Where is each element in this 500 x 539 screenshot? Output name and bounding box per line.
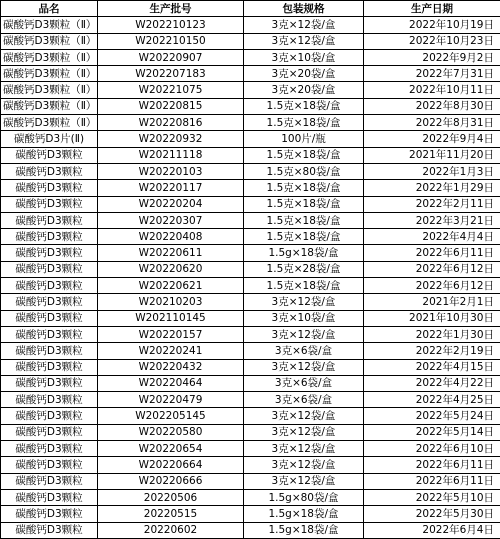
table-row [1,424,500,440]
cell-batch-number: 20220602 [98,522,244,538]
cell-batch-number: W20220464 [98,375,244,391]
cell-batch-number: W202205145 [98,408,244,424]
cell-product-name: 碳酸钙D3颗粒 [1,245,98,261]
cell-production-date: 2022年4月15日 [364,359,500,375]
table-row [1,457,500,473]
table-row [1,473,500,489]
cell-package-spec: 1.5g×18袋/盒 [244,245,364,261]
cell-product-name: 碳酸钙D3颗粒 [1,180,98,196]
cell-batch-number: W20210203 [98,294,244,310]
cell-production-date: 2022年9月2日 [364,49,500,65]
cell-package-spec: 3克×12袋/盒 [244,359,364,375]
cell-production-date: 2022年6月12日 [364,278,500,294]
cell-production-date: 2021年11月20日 [364,147,500,163]
table-row [1,441,500,457]
cell-product-name: 碳酸钙D3颗粒 [1,343,98,359]
table-row [1,506,500,522]
cell-batch-number: W20221075 [98,82,244,98]
cell-product-name: 碳酸钙D3颗粒 [1,294,98,310]
cell-production-date: 2022年5月14日 [364,424,500,440]
cell-production-date: 2022年1月29日 [364,180,500,196]
cell-batch-number: W20220307 [98,212,244,228]
cell-batch-number: W202210150 [98,33,244,49]
cell-production-date: 2021年2月1日 [364,294,500,310]
cell-production-date: 2022年1月30日 [364,326,500,342]
cell-product-name: 碳酸钙D3颗粒（Ⅱ） [1,17,98,33]
cell-product-name: 碳酸钙D3颗粒 [1,473,98,489]
cell-package-spec: 3克×12袋/盒 [244,294,364,310]
cell-production-date: 2022年4月25日 [364,392,500,408]
cell-batch-number: W20220664 [98,457,244,473]
cell-production-date: 2022年7月31日 [364,66,500,82]
cell-product-name: 碳酸钙D3颗粒 [1,359,98,375]
table-row [1,326,500,342]
cell-product-name: 碳酸钙D3颗粒（Ⅱ） [1,115,98,131]
cell-package-spec: 3克×6袋/盒 [244,375,364,391]
cell-production-date: 2022年2月11日 [364,196,500,212]
table-row [1,66,500,82]
cell-batch-number: W20220117 [98,180,244,196]
cell-product-name: 碳酸钙D3颗粒（Ⅱ） [1,33,98,49]
header-row [1,1,500,17]
cell-package-spec: 3克×10袋/盒 [244,310,364,326]
cell-batch-number: 20220515 [98,506,244,522]
cell-production-date: 2022年10月23日 [364,33,500,49]
cell-product-name: 碳酸钙D3颗粒 [1,229,98,245]
table-row [1,359,500,375]
cell-production-date: 2022年5月30日 [364,506,500,522]
cell-package-spec: 3克×20袋/盒 [244,82,364,98]
cell-package-spec: 3克×12袋/盒 [244,457,364,473]
cell-production-date: 2022年3月21日 [364,212,500,228]
cell-package-spec: 3克×12袋/盒 [244,473,364,489]
cell-production-date: 2022年10月19日 [364,17,500,33]
cell-package-spec: 1.5g×18袋/盒 [244,522,364,538]
cell-batch-number: W20220611 [98,245,244,261]
cell-batch-number: 20220506 [98,489,244,505]
header-batch-number: 生产批号 [98,1,244,17]
table-row [1,180,500,196]
cell-batch-number: W202210123 [98,17,244,33]
cell-batch-number: W20220932 [98,131,244,147]
table-row [1,408,500,424]
cell-product-name: 碳酸钙D3颗粒 [1,424,98,440]
cell-batch-number: W20220103 [98,163,244,179]
cell-batch-number: W20220157 [98,326,244,342]
cell-batch-number: W202207183 [98,66,244,82]
table-row [1,375,500,391]
table-row [1,17,500,33]
cell-production-date: 2022年4月4日 [364,229,500,245]
table-row [1,147,500,163]
cell-package-spec: 3克×20袋/盒 [244,66,364,82]
cell-product-name: 碳酸钙D3颗粒 [1,522,98,538]
cell-batch-number: W20220620 [98,261,244,277]
cell-package-spec: 1.5克×18袋/盒 [244,278,364,294]
cell-batch-number: W20220907 [98,49,244,65]
table-row [1,245,500,261]
table-row [1,278,500,294]
cell-batch-number: W20220621 [98,278,244,294]
cell-product-name: 碳酸钙D3颗粒（Ⅱ） [1,66,98,82]
cell-production-date: 2022年8月31日 [364,115,500,131]
cell-package-spec: 3克×12袋/盒 [244,17,364,33]
table-row [1,49,500,65]
cell-production-date: 2022年6月4日 [364,522,500,538]
table-row [1,82,500,98]
table-row [1,33,500,49]
cell-package-spec: 1.5克×18袋/盒 [244,212,364,228]
cell-product-name: 碳酸钙D3颗粒 [1,261,98,277]
cell-production-date: 2022年2月19日 [364,343,500,359]
cell-package-spec: 1.5克×80袋/盒 [244,163,364,179]
cell-product-name: 碳酸钙D3颗粒 [1,278,98,294]
cell-package-spec: 1.5克×18袋/盒 [244,180,364,196]
table-row [1,229,500,245]
cell-package-spec: 100片/瓶 [244,131,364,147]
cell-batch-number: W20220408 [98,229,244,245]
cell-product-name: 碳酸钙D3颗粒 [1,441,98,457]
cell-package-spec: 3克×12袋/盒 [244,424,364,440]
cell-product-name: 碳酸钙D3颗粒（Ⅱ） [1,98,98,114]
cell-package-spec: 1.5克×18袋/盒 [244,115,364,131]
cell-production-date: 2022年8月30日 [364,98,500,114]
cell-production-date: 2022年5月10日 [364,489,500,505]
cell-product-name: 碳酸钙D3颗粒 [1,147,98,163]
table-row [1,196,500,212]
table-row [1,163,500,179]
cell-package-spec: 3克×6袋/盒 [244,392,364,408]
cell-package-spec: 3克×12袋/盒 [244,408,364,424]
cell-production-date: 2022年10月11日 [364,82,500,98]
cell-batch-number: W20220666 [98,473,244,489]
cell-batch-number: W202110145 [98,310,244,326]
cell-product-name: 碳酸钙D3颗粒 [1,196,98,212]
table-row [1,261,500,277]
table-row [1,522,500,538]
cell-product-name: 碳酸钙D3颗粒（Ⅱ） [1,49,98,65]
cell-product-name: 碳酸钙D3颗粒（Ⅱ） [1,82,98,98]
table-row [1,294,500,310]
cell-package-spec: 1.5克×18袋/盒 [244,147,364,163]
header-product-name: 品名 [1,1,98,17]
cell-product-name: 碳酸钙D3片(Ⅱ) [1,131,98,147]
cell-batch-number: W20220580 [98,424,244,440]
cell-product-name: 碳酸钙D3颗粒 [1,408,98,424]
table-row [1,343,500,359]
table-row [1,489,500,505]
cell-product-name: 碳酸钙D3颗粒 [1,310,98,326]
cell-package-spec: 3克×6袋/盒 [244,343,364,359]
cell-production-date: 2022年6月11日 [364,457,500,473]
cell-batch-number: W20220241 [98,343,244,359]
cell-production-date: 2022年6月12日 [364,261,500,277]
cell-production-date: 2021年10月30日 [364,310,500,326]
cell-production-date: 2022年6月11日 [364,473,500,489]
cell-product-name: 碳酸钙D3颗粒 [1,375,98,391]
cell-batch-number: W20220204 [98,196,244,212]
cell-production-date: 2022年4月22日 [364,375,500,391]
cell-batch-number: W20220432 [98,359,244,375]
table-body [1,17,500,539]
cell-batch-number: W20211118 [98,147,244,163]
cell-production-date: 2022年9月4日 [364,131,500,147]
table-row [1,212,500,228]
cell-product-name: 碳酸钙D3颗粒 [1,392,98,408]
cell-batch-number: W20220654 [98,441,244,457]
cell-package-spec: 3克×10袋/盒 [244,49,364,65]
table-row [1,392,500,408]
cell-product-name: 碳酸钙D3颗粒 [1,506,98,522]
cell-package-spec: 1.5克×28袋/盒 [244,261,364,277]
cell-production-date: 2022年5月24日 [364,408,500,424]
cell-production-date: 2022年6月11日 [364,245,500,261]
cell-package-spec: 3克×12袋/盒 [244,326,364,342]
cell-product-name: 碳酸钙D3颗粒 [1,489,98,505]
cell-batch-number: W20220815 [98,98,244,114]
table-row [1,310,500,326]
cell-product-name: 碳酸钙D3颗粒 [1,212,98,228]
cell-package-spec: 1.5克×18袋/盒 [244,196,364,212]
cell-product-name: 碳酸钙D3颗粒 [1,163,98,179]
table-row [1,131,500,147]
cell-package-spec: 1.5g×18袋/盒 [244,506,364,522]
table-row [1,115,500,131]
cell-batch-number: W20220816 [98,115,244,131]
cell-package-spec: 1.5克×18袋/盒 [244,98,364,114]
cell-package-spec: 1.5克×18袋/盒 [244,229,364,245]
header-package-spec: 包装规格 [244,1,364,17]
header-production-date: 生产日期 [364,1,500,17]
cell-batch-number: W20220479 [98,392,244,408]
cell-package-spec: 3克×12袋/盒 [244,441,364,457]
cell-package-spec: 1.5g×80袋/盒 [244,489,364,505]
cell-package-spec: 3克×12袋/盒 [244,33,364,49]
cell-product-name: 碳酸钙D3颗粒 [1,457,98,473]
cell-product-name: 碳酸钙D3颗粒 [1,326,98,342]
cell-production-date: 2022年1月3日 [364,163,500,179]
cell-production-date: 2022年6月10日 [364,441,500,457]
table-row [1,98,500,114]
